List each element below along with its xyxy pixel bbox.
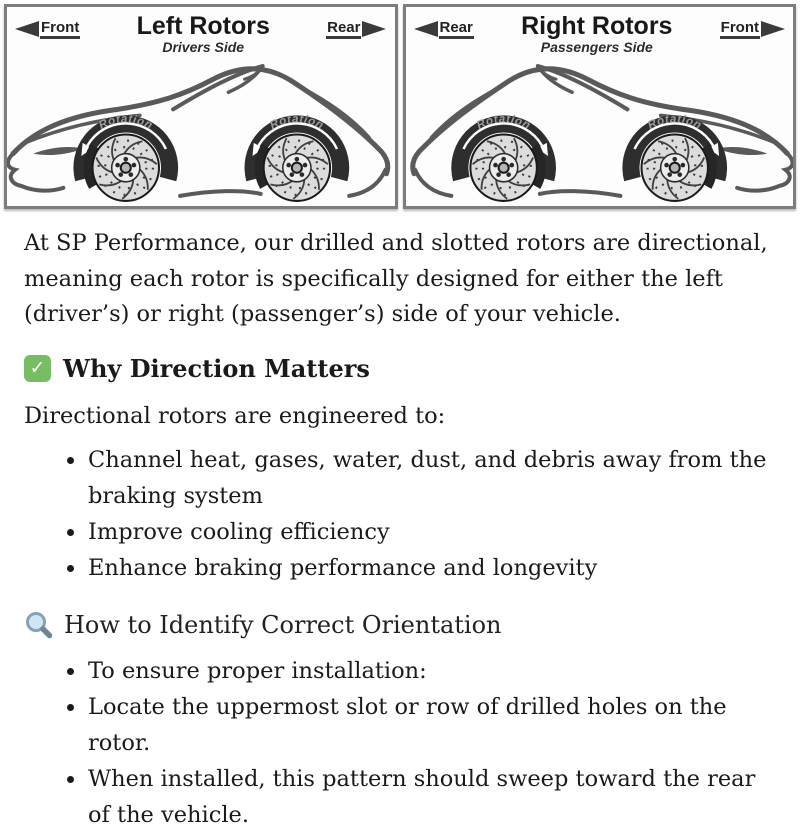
list-item: • To ensure proper installation: bbox=[87, 653, 776, 689]
rotor-direction-diagram bbox=[0, 0, 800, 209]
left-panel-titles bbox=[137, 13, 270, 55]
arrow-right-icon bbox=[362, 21, 386, 37]
arrow-left-icon bbox=[15, 21, 39, 37]
intro-paragraph: At SP Performance, our drilled and slotted rotors are directional, meaning each rotor is specifically designed for either the left (driver’s) or right (passenger’s) side of your vehicle. bbox=[24, 230, 768, 328]
heading-text: How to Identify Correct Orientation bbox=[64, 610, 502, 639]
left-car-illustration bbox=[7, 55, 395, 206]
list-item: • Enhance braking performance and longevity bbox=[87, 550, 776, 586]
list-item: • Locate the uppermost slot or row of drilled holes on the rotor. bbox=[87, 689, 776, 761]
list-item: • Channel heat, gases, water, dust, and debris away from the braking system bbox=[87, 442, 776, 514]
benefits-list bbox=[24, 442, 776, 586]
check-glyph: ✓ bbox=[29, 357, 46, 380]
direction-label: Rear bbox=[439, 19, 474, 39]
heading-text: Why Direction Matters bbox=[63, 353, 370, 383]
rotation-label-front: Rotation bbox=[97, 113, 155, 133]
direction-label: Rear bbox=[326, 19, 361, 39]
front-direction-indicator bbox=[15, 19, 80, 39]
panel-subtitle: Drivers Side bbox=[162, 39, 245, 56]
list-item: • When installed, this pattern should sweep toward the rear of the vehicle. bbox=[87, 761, 776, 833]
panel-title: Right Rotors bbox=[521, 12, 673, 40]
left-panel-header bbox=[7, 7, 395, 55]
arrow-left-icon bbox=[414, 21, 438, 37]
heading-identify-orientation bbox=[24, 610, 776, 640]
rear-direction-indicator bbox=[414, 19, 474, 39]
right-panel-header bbox=[406, 7, 794, 55]
right-rotors-panel bbox=[403, 4, 797, 209]
check-mark-icon bbox=[24, 355, 51, 382]
panel-title: Left Rotors bbox=[136, 12, 270, 40]
magnifying-glass-icon bbox=[24, 610, 54, 640]
left-rotors-panel bbox=[4, 4, 398, 209]
panel-subtitle: Passengers Side bbox=[540, 39, 653, 56]
arrow-right-icon bbox=[761, 21, 785, 37]
rotation-label-rear: Rotation bbox=[474, 113, 532, 133]
direction-label: Front bbox=[720, 19, 760, 39]
rotation-label-rear: Rotation bbox=[268, 113, 326, 133]
list-item: • Improve cooling efficiency bbox=[87, 514, 776, 550]
front-direction-indicator bbox=[720, 19, 785, 39]
rear-direction-indicator bbox=[326, 19, 386, 39]
orientation-list bbox=[24, 653, 776, 833]
right-panel-titles bbox=[521, 13, 672, 55]
engineered-to-lead: Directional rotors are engineered to: bbox=[24, 402, 446, 429]
rotation-label-front: Rotation bbox=[645, 113, 704, 133]
direction-label: Front bbox=[40, 19, 80, 39]
heading-why-direction-matters bbox=[24, 354, 776, 383]
article-body bbox=[0, 226, 800, 833]
right-car-illustration bbox=[406, 55, 794, 206]
